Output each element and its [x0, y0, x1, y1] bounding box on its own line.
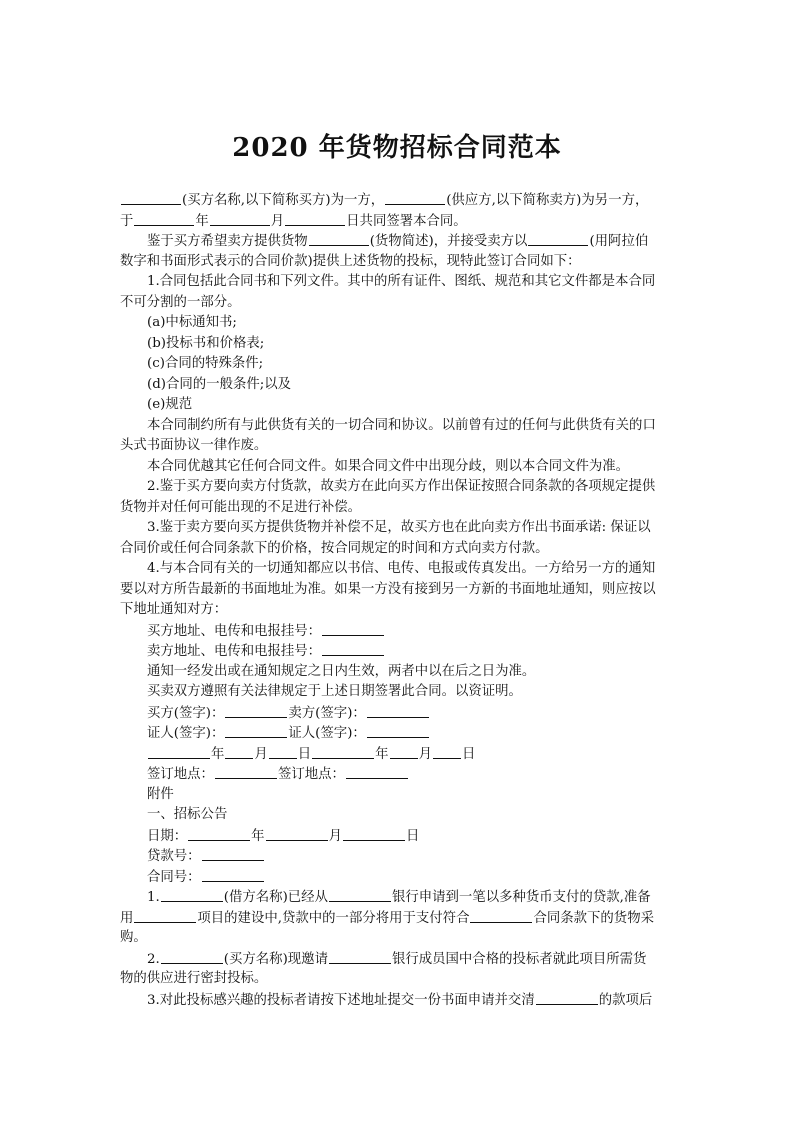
blank — [161, 887, 223, 902]
blank — [210, 211, 270, 226]
notice-item-1-cont: 用 项目的建设中,贷款中的一部分将用于支付符合 合同条款下的货物采 — [120, 908, 680, 929]
notice-item-1-cont: 购。 — [120, 930, 147, 945]
sign-place-line: 签订地点： 签订地点： — [120, 764, 680, 785]
restrict-paragraph-cont: 头式书面协议一律作废。 — [120, 438, 268, 453]
blank — [470, 908, 532, 923]
blank — [225, 703, 287, 718]
blank — [433, 744, 461, 759]
notice-item-2: 2. (买方名称)现邀请 银行成员国中合格的投标者就此项目所需货 — [120, 949, 680, 970]
loan-number-line: 贷款号： — [120, 846, 680, 867]
blank — [329, 887, 391, 902]
blank — [329, 949, 391, 964]
restrict-paragraph: 本合同制约所有与此供货有关的一切合同和协议。以前曾有过的任何与此供货有关的口 — [147, 417, 656, 433]
sub-item-b: (b)投标书和价格表; — [147, 335, 265, 351]
witness-signature-line: 证人(签字)： 证人(签字)： — [120, 723, 680, 744]
notice-date-line: 日期： 年 月 日 — [120, 826, 680, 847]
blank — [312, 744, 374, 759]
blank — [225, 744, 253, 759]
blank — [390, 744, 418, 759]
annex-heading: 附件 — [147, 786, 174, 802]
blank — [134, 908, 196, 923]
buyer-address-line: 买方地址、电传和电报挂号： — [120, 621, 680, 642]
blank — [215, 764, 277, 779]
blank — [385, 190, 445, 205]
blank — [285, 211, 345, 226]
blank — [266, 826, 328, 841]
clause-2: 2.鉴于买方要向卖方付货款，故卖方在此向买方作出保证按照合同条款的各项规定提供 — [147, 479, 656, 494]
sub-item-d: (d)合同的一般条件;以及 — [147, 376, 292, 392]
notice-item-2-cont: 物的供应进行密封投标。 — [120, 971, 268, 986]
recital-line: 鉴于买方希望卖方提供货物 (货物简述)，并接受卖方以 (用阿拉伯 — [120, 231, 680, 252]
priority-paragraph: 本合同优越其它任何合同文件。如果合同文件中出现分歧，则以本合同文件为准。 — [147, 458, 630, 474]
document-title: 2020 年货物招标合同范本 — [232, 133, 562, 163]
sub-item-a: (a)中标通知书; — [147, 315, 237, 330]
blank — [161, 949, 223, 964]
blank — [536, 990, 598, 1005]
clause-1-cont: 不可分割的一部分。 — [120, 294, 241, 310]
blank — [367, 723, 429, 738]
clause-4-cont: 要以对方所告最新的书面地址为准。如果一方没有接到另一方新的书面地址通知，则应按以 — [120, 581, 656, 597]
blank — [528, 231, 588, 246]
contract-number-line: 合同号： — [120, 867, 680, 888]
clause-3: 3.鉴于卖方要向买方提供货物并补偿不足，故买方也在此向卖方作出书面承诺: 保证以 — [147, 520, 651, 535]
blank — [269, 744, 297, 759]
clause-4-cont: 下地址通知对方： — [120, 602, 228, 617]
parties-line: (买方名称,以下简称买方)为一方， (供应方,以下简称卖方)为另一方， — [120, 190, 680, 211]
signing-date-line: 于 年 月 日共同签署本合同。 — [120, 211, 680, 232]
blank — [188, 826, 250, 841]
notice-heading: 一、招标公告 — [147, 807, 228, 822]
clause-1: 1.合同包括此合同书和下列文件。其中的所有证件、图纸、规范和其它文件都是本合同 — [147, 274, 656, 289]
clause-3-cont: 合同价或任何合同条款下的价格，按合同规定的时间和方式向卖方付款。 — [120, 540, 549, 556]
recital-line: 数字和书面形式表示的合同价款)提供上述货物的投标，现特此签订合同如下： — [120, 253, 581, 269]
seller-address-line: 卖方地址、电传和电报挂号： — [120, 641, 680, 662]
signature-line: 买方(签字)： 卖方(签字)： — [120, 703, 680, 724]
witness-paragraph: 买卖双方遵照有关法律规定于上述日期签署此合同。以资证明。 — [147, 684, 522, 699]
blank — [322, 641, 384, 656]
blank — [225, 723, 287, 738]
notice-item-3: 3.对此投标感兴趣的投标者请按下述地址提交一份书面申请并交清 的款项后 — [120, 990, 680, 1011]
blank — [367, 703, 429, 718]
sub-item-c: (c)合同的特殊条件; — [147, 356, 264, 371]
notice-effect-paragraph: 通知一经发出或在通知规定之日内生效，两者中以在后之日为准。 — [147, 663, 536, 679]
clause-2-cont: 货物并对任何可能出现的不足进行补偿。 — [120, 499, 362, 515]
blank — [121, 190, 181, 205]
sub-item-e: (e)规范 — [147, 397, 193, 412]
blank — [202, 867, 264, 882]
blank — [343, 826, 405, 841]
blank — [346, 764, 408, 779]
blank — [202, 846, 264, 861]
document-body — [120, 190, 680, 1010]
clause-4: 4.与本合同有关的一切通知都应以书信、电传、电报或传真发出。一方给另一方的通知 — [147, 561, 656, 576]
notice-item-1: 1. (借方名称)已经从 银行申请到一笔以多种货币支付的贷款,准备 — [120, 887, 680, 908]
sign-date-line: 年 月 日 年 月 日 — [120, 744, 680, 765]
blank — [148, 744, 210, 759]
blank — [134, 211, 194, 226]
blank — [309, 231, 369, 246]
blank — [322, 621, 384, 636]
